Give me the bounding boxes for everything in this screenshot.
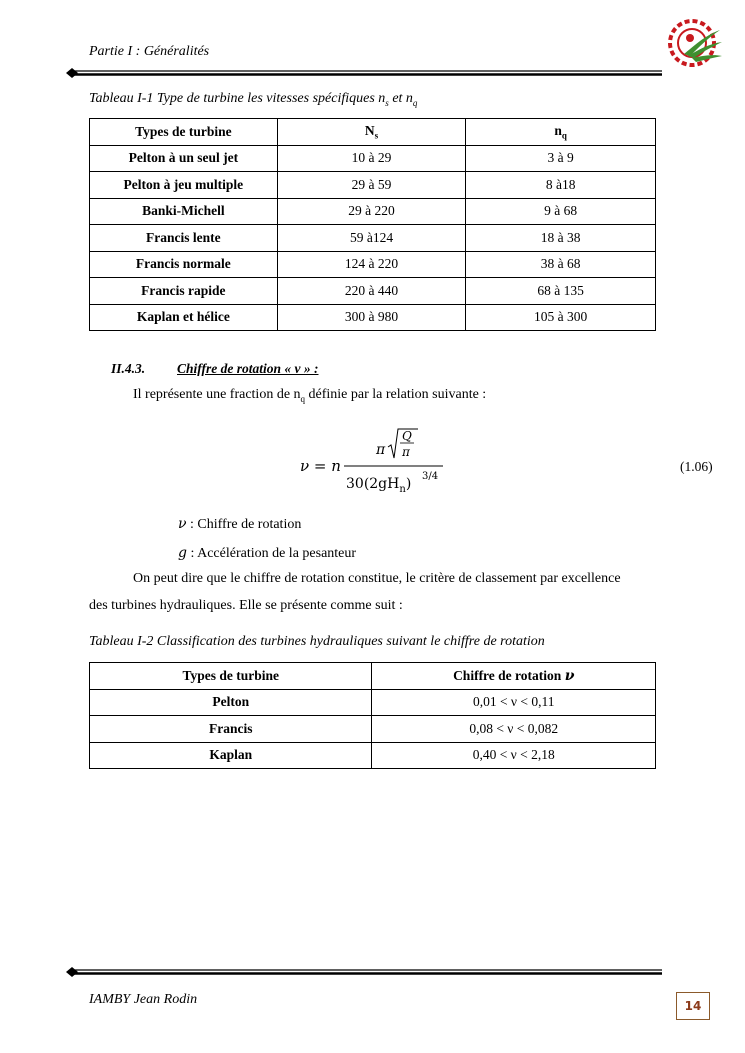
table-header-row — [90, 119, 656, 146]
svg-text:3/4: 3/4 — [422, 471, 439, 482]
cell-range: 0,01 < ν < 0,11 — [372, 689, 656, 716]
equation-number: (1.06) — [680, 459, 713, 474]
cell-type: Francis normale — [90, 251, 278, 278]
rotation-formula — [300, 425, 450, 495]
header-ns: $N_s$ — [277, 119, 466, 146]
cell-type: Kaplan — [90, 742, 372, 769]
table-row — [90, 251, 656, 278]
table-row — [90, 689, 656, 716]
cell-nq: 8 à18 — [466, 172, 656, 199]
cell-ns: 300 à 980 — [277, 304, 466, 331]
table-row — [90, 278, 656, 305]
turbine-speed-table — [89, 118, 656, 331]
university-logo-icon — [664, 16, 726, 70]
cell-nq: 38 à 68 — [466, 251, 656, 278]
cell-nq: 18 à 38 — [466, 225, 656, 252]
cell-nq: 105 à 300 — [466, 304, 656, 331]
svg-text:ν = n: ν = n — [300, 457, 341, 475]
section-heading — [111, 361, 319, 377]
table-row — [90, 742, 656, 769]
cell-nq: 3 à 9 — [466, 145, 656, 172]
section-number: II.4.3. — [111, 361, 146, 376]
definition-g: g : Accélération de la pesanteur — [178, 545, 357, 561]
cell-ns: 29 à 220 — [277, 198, 466, 225]
header-chiffre: Chiffre de rotation ν — [372, 663, 656, 690]
cell-ns: 220 à 440 — [277, 278, 466, 305]
table-row — [90, 304, 656, 331]
svg-text:30(2gHn): $30(2gH_n)$ — [346, 476, 412, 495]
footer-author: IAMBY Jean Rodin — [89, 992, 198, 1007]
section-title: Chiffre de rotation « ν » : — [177, 361, 319, 376]
cell-nq: 68 à 135 — [466, 278, 656, 305]
svg-text:Q: Q — [402, 429, 412, 443]
svg-text:π: π — [402, 445, 410, 459]
table-row — [90, 716, 656, 743]
table-row — [90, 145, 656, 172]
table-row — [90, 225, 656, 252]
running-header: Partie I : Généralités — [89, 44, 210, 59]
footer-divider — [66, 967, 662, 977]
table1-caption: Tableau I-1 Type de turbine les vitesses spécifiques $n_s$ et $n_q$ — [89, 91, 418, 108]
cell-type: Pelton à jeu multiple — [90, 172, 278, 199]
table-header-row — [90, 663, 656, 690]
header-types: Types de turbine — [90, 119, 278, 146]
cell-range: 0,08 < ν < 0,082 — [372, 716, 656, 743]
cell-type: Francis lente — [90, 225, 278, 252]
cell-type: Pelton à un seul jet — [90, 145, 278, 172]
cell-ns: 124 à 220 — [277, 251, 466, 278]
cell-ns: 59 à124 — [277, 225, 466, 252]
svg-text:π: π — [376, 442, 386, 458]
cell-ns: 10 à 29 — [277, 145, 466, 172]
cell-type: Pelton — [90, 689, 372, 716]
header-types: Types de turbine — [90, 663, 372, 690]
cell-type: Francis rapide — [90, 278, 278, 305]
cell-ns: 29 à 59 — [277, 172, 466, 199]
page-number: 14 — [676, 992, 710, 1020]
turbine-classification-table — [89, 662, 656, 769]
table-row — [90, 172, 656, 199]
cell-type: Banki-Michell — [90, 198, 278, 225]
cell-type: Kaplan et hélice — [90, 304, 278, 331]
table-row — [90, 198, 656, 225]
table2-caption: Tableau I-2 Classification des turbines hydrauliques suivant le chiffre de rotation — [89, 634, 545, 649]
header-nq: $n_q$ — [466, 119, 656, 146]
paragraph-line-2: des turbines hydrauliques. Elle se présente comme suit : — [89, 598, 403, 613]
cell-nq: 9 à 68 — [466, 198, 656, 225]
paragraph-line-1: On peut dire que le chiffre de rotation constitue, le critère de classement par excellence — [133, 571, 621, 586]
header-divider — [66, 68, 662, 78]
definition-nu: ν : Chiffre de rotation — [178, 516, 302, 532]
intro-paragraph: Il représente une fraction de $n_q$ définie par la relation suivante : — [133, 387, 487, 404]
cell-type: Francis — [90, 716, 372, 743]
cell-range: 0,40 < ν < 2,18 — [372, 742, 656, 769]
